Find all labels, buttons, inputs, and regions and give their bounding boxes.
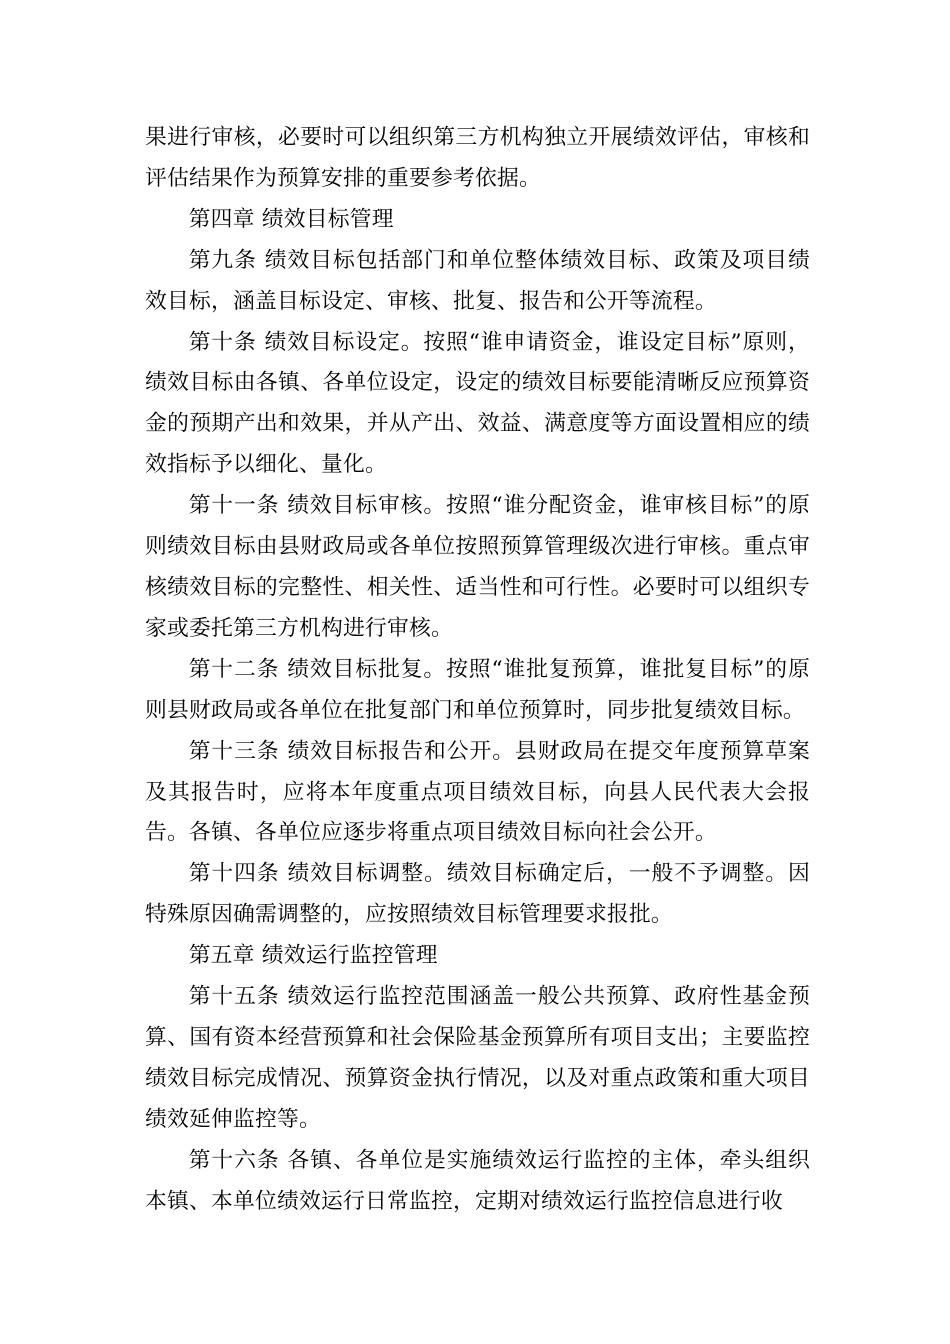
article-11: 第十一条 绩效目标审核。按照“谁分配资金，谁审核目标”的原则绩效目标由县财政局或各单位按照预算管理级次进行审核。重点审核绩效目标的完整性、相关性、适当性和可行性。必要时可以组织专家或委托第三方机构进行审核。 bbox=[145, 493, 810, 641]
article-15: 第十五条 绩效运行监控范围涵盖一般公共预算、政府性基金预算、国有资本经营预算和社会保险基金预算所有项目支出；主要监控绩效目标完成情况、预算资金执行情况，以及对重点政策和重大项目绩效延伸监控等。 bbox=[145, 984, 810, 1132]
chapter-heading-4: 第四章 绩效目标管理 bbox=[188, 206, 394, 232]
paragraph-continuation: 果进行审核，必要时可以组织第三方机构独立开展绩效评估，审核和评估结果作为预算安排的重要参考依据。 bbox=[145, 125, 810, 191]
document-body bbox=[145, 118, 810, 1222]
article-12: 第十二条 绩效目标批复。按照“谁批复预算，谁批复目标”的原则县财政局或各单位在批复部门和单位预算时，同步批复绩效目标。 bbox=[145, 656, 810, 723]
article-16: 第十六条 各镇、各单位是实施绩效运行监控的主体，牵头组织本镇、本单位绩效运行日常监控，定期对绩效运行监控信息进行收 bbox=[145, 1147, 810, 1214]
article-14: 第十四条 绩效目标调整。绩效目标确定后，一般不予调整。因特殊原因确需调整的，应按照绩效目标管理要求报批。 bbox=[145, 861, 810, 928]
article-13: 第十三条 绩效目标报告和公开。县财政局在提交年度预算草案及其报告时，应将本年度重点项目绩效目标，向县人民代表大会报告。各镇、各单位应逐步将重点项目绩效目标向社会公开。 bbox=[145, 738, 810, 846]
article-10: 第十条 绩效目标设定。按照“谁申请资金，谁设定目标”原则，绩效目标由各镇、各单位设定，设定的绩效目标要能清晰反应预算资金的预期产出和效果，并从产出、效益、满意度等方面设置相应的绩效指标予以细化、量化。 bbox=[145, 329, 810, 478]
article-9: 第九条 绩效目标包括部门和单位整体绩效目标、政策及项目绩效目标，涵盖目标设定、审核、批复、报告和公开等流程。 bbox=[145, 247, 810, 314]
chapter-heading-5: 第五章 绩效运行监控管理 bbox=[188, 943, 438, 969]
